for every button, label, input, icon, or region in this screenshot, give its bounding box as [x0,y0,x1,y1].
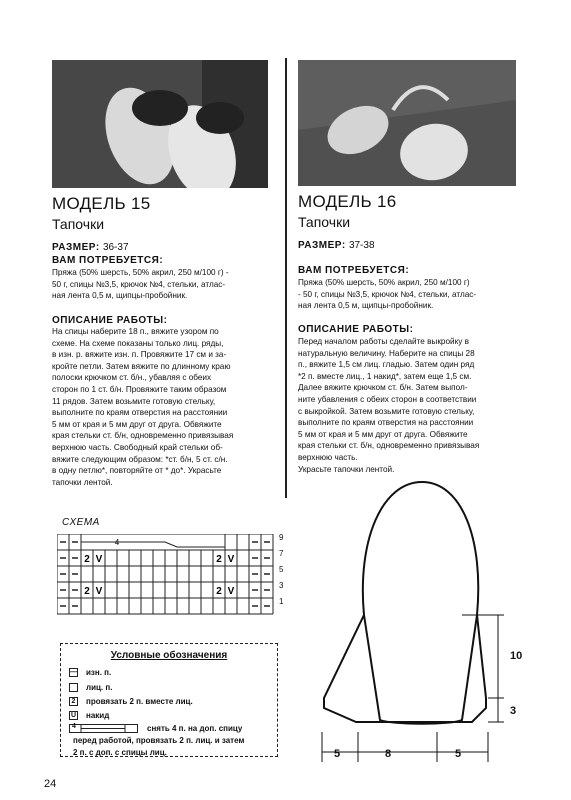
slippers-image-15 [52,60,268,188]
text-line: Украсьте тапочки лентой. [298,464,395,474]
model-15-work-text [52,326,233,488]
k2tog-symbol: 2 [69,697,78,706]
text-line: Перед началом работы сделайте выкройку в [298,337,469,346]
dim-width-mid: 8 [385,748,392,760]
model-15-photo [52,60,268,188]
model-16-needs-label: ВАМ ПОТРЕБУЕТСЯ: [298,265,410,276]
model-16-subtitle: Тапочки [298,214,351,230]
model-15-subtitle: Тапочки [52,216,105,232]
text-line: Далее вяжите крючком ст. б/н. Затем выпол- [298,383,468,393]
legend-text: провязать 2 п. вместе лиц. [86,697,193,706]
text-line: Пряжа (50% шерсть, 50% акрил, 250 м/100 г) [298,278,470,287]
text-line: ная лента 0,5 м, щипцы-пробойник. [298,301,434,311]
cable-text-1: снять 4 п. на доп. спицу [147,724,243,733]
text-line: натуральную величину. Наберите на спицы 28 [298,348,475,358]
model-16-needs-text [298,277,476,312]
legend-item-yarnover [69,711,109,720]
size-value: 37-38 [348,240,375,251]
purl-symbol: — [70,669,77,676]
knit-symbol [69,683,78,692]
legend-box [60,643,278,757]
model-16-work-label: ОПИСАНИЕ РАБОТЫ: [298,324,414,335]
text-line: ните убавления с обеих сторон в соответствии [298,394,477,404]
knitting-chart [57,534,277,621]
text-line: Пряжа (50% шерсть, 50% акрил, 250 м/100 г) - [52,268,229,277]
legend-text: накид [86,711,110,720]
row-number: 1 [279,597,284,606]
text-line: в изн. р. вяжите изн. п. Провяжите 17 см и за- [52,350,227,360]
stitch-symbol: 2 [84,586,90,597]
text-line: п., вяжите 1,5 см лиц. гладью. Затем один ряд [298,360,475,370]
text-line: края стельки ст. б/н, одновременно привязывая [298,441,480,451]
dim-width-right: 5 [455,748,462,760]
legend-item-purl [69,668,111,677]
stitch-symbol: V [95,554,103,565]
text-line: ная лента 0,5 м, щипцы-пробойник. [52,291,188,301]
model-15-title: МОДЕЛЬ 15 [52,194,151,213]
slippers-image-16 [298,60,516,186]
legend-text: изн. п. [86,668,112,677]
row-number: 7 [279,549,284,558]
model-15-needs-label: ВАМ ПОТРЕБУЕТСЯ: [52,255,164,266]
model-15-size [52,242,129,253]
text-line: 5 мм от края и 5 мм друг от друга. Обвяжите [52,419,222,429]
model-15-needs-text [52,267,229,302]
slipper-outline [312,470,532,770]
cable-symbol [69,724,139,734]
text-line: сторон по 1 ст. б/н. Провяжите таким образом [52,384,227,394]
cable-number: 4 [114,538,120,547]
page-number: 24 [44,778,57,790]
legend-text: лиц. п. [86,683,113,692]
cable-symbol-number: 4 [72,723,76,730]
text-line: 11 рядов. Затем возьмите готовую стельку, [52,396,216,406]
row-number: 5 [279,565,284,574]
text-line: 5 мм от края и 5 мм друг от друга. Обвяжите [298,429,468,439]
dim-height-lower: 3 [510,705,517,717]
text-line: 50 г, спицы №3,5, крючок №4, стельки, атлас- [52,279,226,289]
row-number: 3 [279,581,284,590]
text-line: тапочки лентой. [52,477,113,487]
text-line: выполните по краям отверстия на расстоянии [52,408,228,418]
stitch-symbol: V [95,586,103,597]
stitch-symbol: 2 [84,554,90,565]
size-label: РАЗМЕР: [52,242,100,253]
text-line: На спицы наберите 18 п., вяжите узором по [52,327,219,336]
model-15-work-label: ОПИСАНИЕ РАБОТЫ: [52,315,168,326]
cable-text-2: перед работой, провязать 2 п. лиц. и затем [73,736,245,745]
text-line: *2 п. вместе лиц., 1 накид*, затем еще 1,5 см. [298,371,472,381]
text-line: выполните по краям отверстия на расстоянии [298,418,474,428]
slipper-pattern-diagram [312,470,532,775]
text-line: вяжите следующим образом: *ст. б/н, 5 ст. с/н. [52,454,228,464]
model-16-photo [298,60,516,186]
text-line: края стельки ст. б/н, одновременно привязывая [52,431,234,441]
dim-height-upper: 10 [510,650,523,662]
model-16-title: МОДЕЛЬ 16 [298,192,397,211]
text-line: в одну петлю*, повторяйте от * до*. Украсьте [52,466,222,476]
stitch-symbol: 2 [216,554,222,565]
text-line: - 50 г, спицы №3,5, крючок №4, стельки, атлас- [298,289,477,299]
stitch-symbol: V [227,554,235,565]
cable-text-3: 2 п. с доп. с спицы лиц. [73,748,167,757]
size-label: РАЗМЕР: [298,240,346,251]
yarnover-symbol: U [70,712,77,719]
schema-label: СХЕМА [62,517,100,528]
dim-width-left: 5 [334,748,341,760]
text-line: верхнюю часть. Свободный край стельки об- [52,442,223,452]
column-divider [285,58,287,498]
model-16-size [298,240,375,251]
legend-title: Условные обозначения [110,650,228,661]
size-value: 36-37 [102,242,129,253]
knitting-chart-grid [57,534,277,616]
stitch-symbol: 2 [216,586,222,597]
legend-item-knit [69,683,112,692]
stitch-symbol: V [227,586,235,597]
text-line: с выкройкой. Затем возьмите готовую стельку, [298,406,475,416]
text-line: верхнюю часть. [298,452,358,462]
row-number: 9 [279,533,284,542]
text-line: полоски крючком ст. б/н., убавляя с обеих [52,373,212,383]
model-16-work-text [298,336,479,475]
text-line: схеме. На схеме показаны только лиц. ряды, [52,338,224,348]
legend-item-k2tog [69,697,193,706]
text-line: кройте петли. Затем вяжите по длинному краю [52,361,231,371]
